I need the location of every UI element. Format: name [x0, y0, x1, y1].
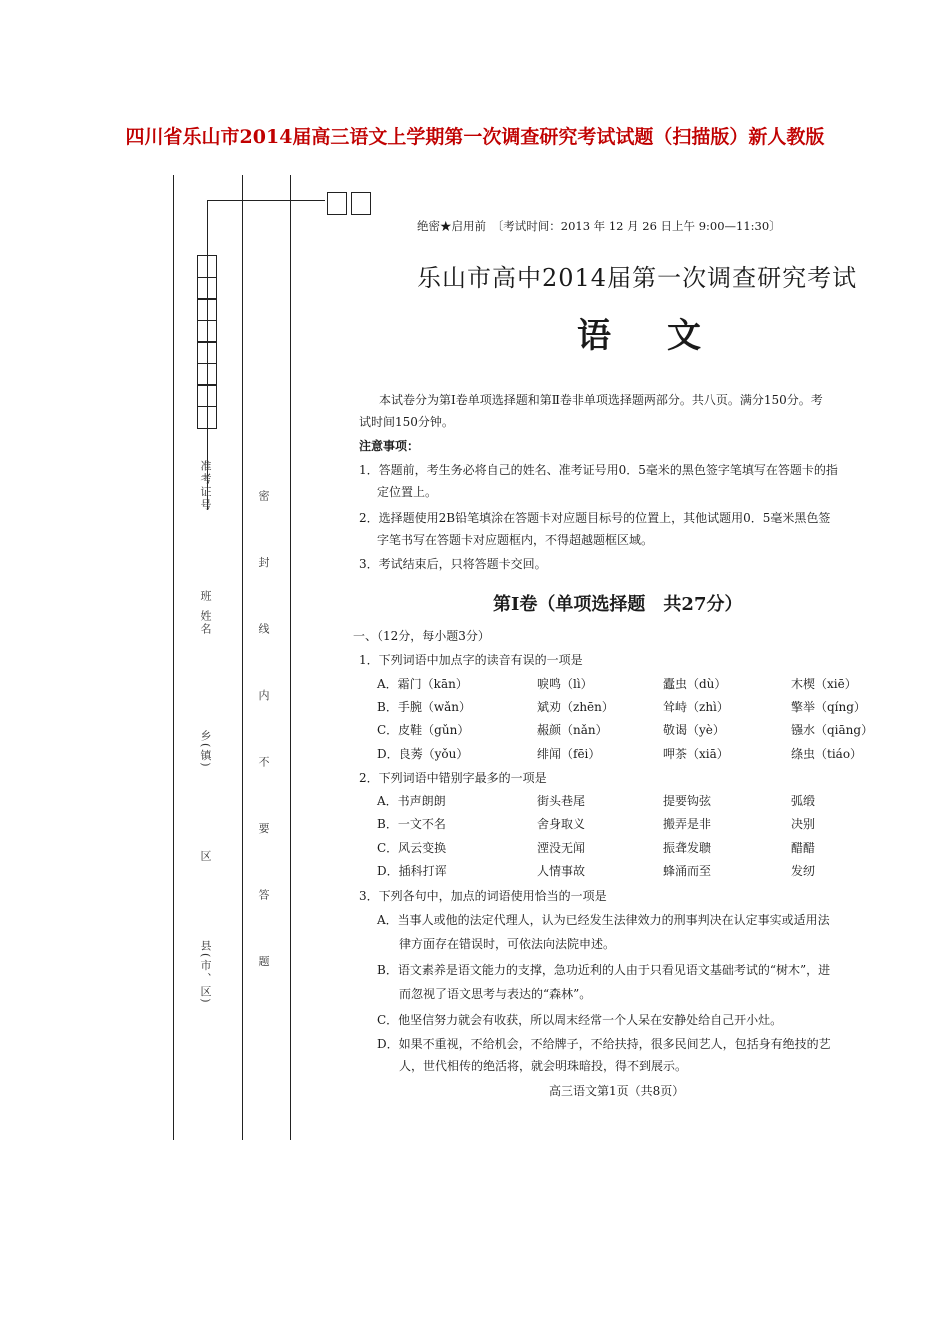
q1-cell: 斌劝（zhēn）: [537, 700, 614, 714]
q1-stem: 1．下列词语中加点字的读音有误的一项是: [359, 653, 583, 667]
binding-line-3: [290, 175, 291, 1140]
page-footer: 高三语文第1页（共8页）: [549, 1084, 685, 1098]
q1-cell: D．良莠（yǒu）: [377, 747, 469, 761]
notes-title: 注意事项：: [359, 439, 420, 453]
note-line: 2．选择题使用2B铅笔填涂在答题卡对应题目标号的位置上，其他试题用0．5毫米黑色签: [359, 511, 831, 525]
q2-cell: C．风云变换: [377, 841, 447, 855]
q1-cell: 绦虫（tiáo）: [791, 747, 863, 761]
note-line: 1．答题前，考生务必将自己的姓名、准考证号用0．5毫米的黑色签字笔填写在答题卡的指: [359, 463, 838, 477]
admission-label: 准考证号: [199, 460, 212, 512]
q2-cell: 湮没无闻: [537, 841, 586, 855]
note-line: 字笔书写在答题卡对应题框内，不得超越题框区域。: [377, 533, 654, 547]
q1-cell: 木楔（xiē）: [791, 677, 857, 691]
seat-boxes: [327, 192, 371, 214]
confidential-header: 绝密★启用前 〔考试时间：2013 年 12 月 26 日上午 9:00—11:30〕: [417, 219, 781, 233]
q1-cell: 擎举（qíng）: [791, 700, 866, 714]
q2-cell: B．一文不名: [377, 817, 446, 831]
q1-cell: 呷茶（xiā）: [663, 747, 729, 761]
town-label: 乡(镇): [199, 730, 212, 769]
intro-line-1: 本试卷分为第Ⅰ卷单项选择题和第Ⅱ卷非单项选择题两部分。共八页。满分150分。考: [379, 393, 823, 407]
q2-cell: 弧缎: [791, 794, 816, 808]
q1-cell: 敬谒（yè）: [663, 723, 725, 737]
q1-cell: 耸峙（zhì）: [663, 700, 729, 714]
q1-cell: 赧颜（nǎn）: [537, 723, 608, 737]
q3-option-line: D．如果不重视，不给机会，不给牌子，不给扶持，很多民间艺人，包括身有绝技的艺: [377, 1037, 831, 1051]
seal-text: 密 封 线 内 不 要 答 题: [257, 490, 270, 993]
binding-line-1: [173, 175, 174, 1140]
q3-option-line: A．当事人或他的法定代理人，认为已经发生法律效力的刑事判决在认定事实或适用法: [377, 913, 830, 927]
subject-title: 语文: [577, 316, 757, 356]
q1-cell: C．皮鞋（gǔn）: [377, 723, 470, 737]
q2-cell: 振聋发聩: [663, 841, 712, 855]
exam-title: 乐山市高中2014届第一次调查研究考试: [417, 264, 858, 292]
q1-cell: 绯闻（fēi）: [537, 747, 601, 761]
q2-cell: 蜂涌而至: [663, 864, 712, 878]
q2-cell: 人情事故: [537, 864, 586, 878]
q3-option-line: C．他坚信努力就会有收获，所以周末经常一个人呆在安静处给自己开小灶。: [377, 1013, 783, 1027]
q3-option-line: 人，世代相传的绝活将，就会明珠暗投，得不到展示。: [399, 1059, 688, 1073]
q2-cell: 搬弄是非: [663, 817, 712, 831]
q1-cell: 蠹虫（dù）: [663, 677, 727, 691]
q1-cell: B．手腕（wǎn）: [377, 700, 471, 714]
q2-cell: 舍身取义: [537, 817, 586, 831]
name-label: 姓名: [199, 610, 212, 636]
q3-option-line: 律方面存在错误时，可依法向法院申述。: [399, 937, 616, 951]
q2-cell: 提要钩弦: [663, 794, 712, 808]
q2-cell: D．插科打诨: [377, 864, 447, 878]
q2-stem: 2．下列词语中错别字最多的一项是: [359, 771, 547, 785]
q3-option-line: 而忽视了语文思考与表达的“森林”。: [399, 987, 592, 1001]
q3-option-line: B．语文素养是语文能力的支撑，急功近利的人由于只看见语文基础考试的“树木”，进: [377, 963, 831, 977]
district-label: 区: [199, 850, 212, 863]
q2-cell: 醋醋: [791, 841, 816, 855]
q1-cell: A．霜门（kān）: [377, 677, 468, 691]
q1-cell: 镪水（qiāng）: [791, 723, 874, 737]
note-line: 3．考试结束后，只将答题卡交回。: [359, 557, 547, 571]
q1-cell: 唳鸣（lì）: [537, 677, 593, 691]
binding-line-2: [242, 175, 243, 1140]
scanned-exam-page: [155, 170, 945, 1145]
intro-line-2: 试时间150分钟。: [359, 415, 454, 429]
county-label: 县(市、区): [199, 940, 212, 1005]
admission-number-boxes: [197, 255, 217, 427]
arrow-line: [207, 200, 325, 201]
q2-cell: A．书声朗朗: [377, 794, 446, 808]
document-title: 四川省乐山市2014届高三语文上学期第一次调查研究考试试题（扫描版）新人教版: [125, 126, 825, 148]
part-one-heading: 一、（12分，每小题3分）: [353, 629, 490, 643]
note-line: 定位置上。: [377, 485, 438, 499]
class-label: 班: [199, 590, 212, 603]
section-title: 第Ⅰ卷（单项选择题 共27分）: [493, 594, 743, 615]
q3-stem: 3．下列各句中，加点的词语使用恰当的一项是: [359, 889, 607, 903]
q2-cell: 街头巷尾: [537, 794, 586, 808]
q2-cell: 决别: [791, 817, 816, 831]
q2-cell: 发纫: [791, 864, 816, 878]
